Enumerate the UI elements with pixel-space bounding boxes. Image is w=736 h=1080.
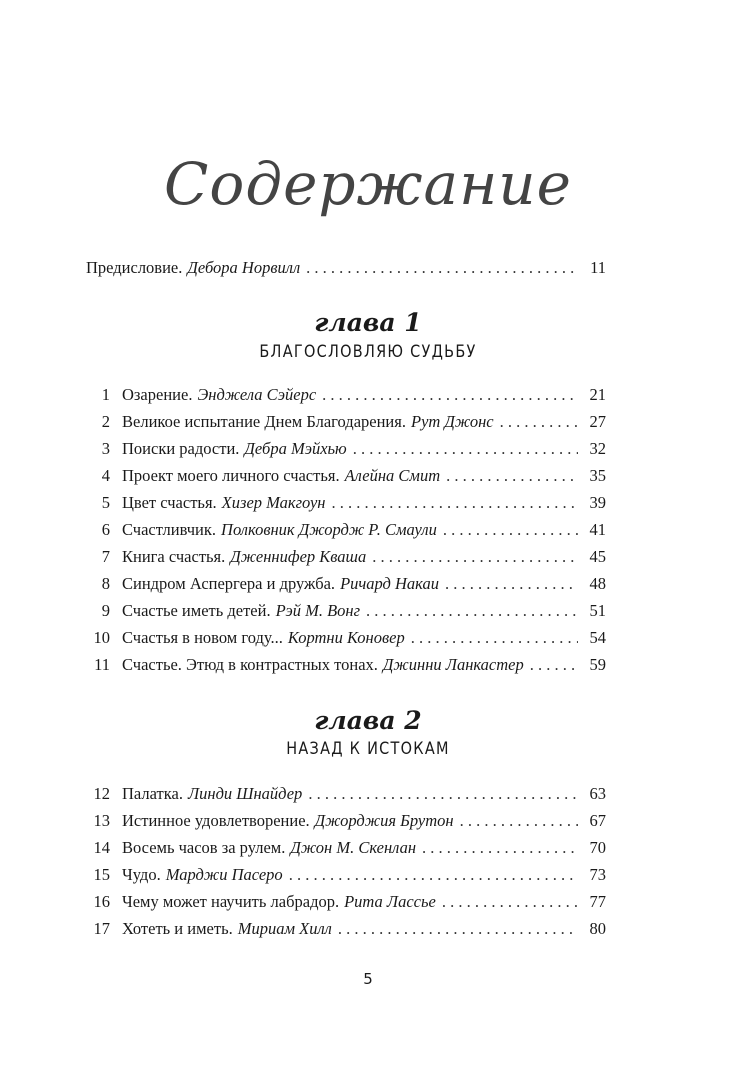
entry-page: 41 <box>589 520 606 539</box>
dot-leader <box>445 574 578 594</box>
entry-number: 12 <box>93 784 110 803</box>
dot-leader <box>322 385 578 405</box>
entry-number: 13 <box>93 811 110 830</box>
toc-entry[interactable] <box>86 574 606 600</box>
entry-page: 45 <box>589 547 606 566</box>
toc-entry[interactable] <box>86 919 606 945</box>
dot-leader <box>366 601 578 621</box>
dot-leader <box>289 865 578 885</box>
entry-author: Ричард Накаи <box>340 574 439 593</box>
dot-leader <box>446 466 578 486</box>
entry-page: 77 <box>589 892 606 911</box>
entry-author: Рита Лассье <box>344 892 436 911</box>
dot-leader <box>331 493 578 513</box>
toc-entry[interactable] <box>86 784 606 810</box>
toc-entry[interactable] <box>86 412 606 438</box>
entry-page: 73 <box>589 865 606 884</box>
entry-number: 4 <box>101 466 110 485</box>
entry-author: Кортни Коновер <box>287 628 405 647</box>
entry-title: Восемь часов за рулем. <box>122 838 286 857</box>
entry-number: 9 <box>101 601 110 620</box>
entry-author: Алейна Смит <box>344 466 441 485</box>
entry-title: Счастливчик. <box>122 520 217 539</box>
entry-author: Дебра Мэйхью <box>244 439 347 458</box>
entry-title: Хотеть и иметь. <box>122 919 233 938</box>
entry-number: 3 <box>101 439 110 458</box>
entry-page: 51 <box>589 601 606 620</box>
entry-page: 59 <box>589 655 606 674</box>
entry-page: 21 <box>589 385 606 404</box>
entry-number: 1 <box>101 385 110 404</box>
entry-author: Марджи Пасеро <box>165 865 283 884</box>
entry-page: 54 <box>589 628 606 647</box>
dot-leader <box>422 838 578 858</box>
entry-page: 63 <box>589 784 606 803</box>
entry-author: Линди Шнайдер <box>187 784 303 803</box>
entry-author: Джинни Ланкастер <box>382 655 524 674</box>
entry-title: Истинное удовлетворение. <box>122 811 310 830</box>
entry-author: Дебора Норвилл <box>187 258 301 277</box>
chapter-2-label: глава 2 <box>314 706 422 735</box>
entry-title: Палатка. <box>122 784 183 803</box>
dot-leader <box>442 892 578 912</box>
toc-entry[interactable] <box>86 628 606 654</box>
toc-entry[interactable] <box>86 547 606 573</box>
entry-number: 11 <box>94 655 110 674</box>
entry-author: Рэй М. Вонг <box>275 601 361 620</box>
entry-page: 35 <box>589 466 606 485</box>
entry-author: Джорджия Брутон <box>314 811 454 830</box>
toc-entry-preface[interactable] <box>86 258 606 284</box>
entry-page: 70 <box>589 838 606 857</box>
entry-title: Синдром Аспергера и дружба. <box>122 574 336 593</box>
entry-page: 39 <box>589 493 606 512</box>
entry-number: 8 <box>101 574 110 593</box>
entry-title: Поиски радости. <box>122 439 240 458</box>
entry-title: Цвет счастья. <box>122 493 217 512</box>
entry-author: Мириам Хилл <box>237 919 332 938</box>
toc-entry[interactable] <box>86 601 606 627</box>
toc-entry[interactable] <box>86 385 606 411</box>
dot-leader <box>306 258 578 278</box>
entry-author: Энджела Сэйерс <box>197 385 317 404</box>
entry-page: 32 <box>589 439 606 458</box>
entry-title: Книга счастья. <box>122 547 226 566</box>
toc-entry[interactable] <box>86 439 606 465</box>
dot-leader <box>308 784 578 804</box>
entry-title: Великое испытание Днем Благодарения. <box>122 412 406 431</box>
toc-entry[interactable] <box>86 466 606 492</box>
toc-entry[interactable] <box>86 493 606 519</box>
toc-entry[interactable] <box>86 655 606 681</box>
entry-number: 17 <box>93 919 110 938</box>
toc-entry[interactable] <box>86 865 606 891</box>
entry-page: 11 <box>590 258 606 277</box>
entry-title: Чему может научить лабрадор. <box>122 892 340 911</box>
entry-number: 16 <box>93 892 110 911</box>
entry-number: 5 <box>101 493 110 512</box>
entry-title: Счастья в новом году... <box>122 628 283 647</box>
dot-leader <box>353 439 578 459</box>
entry-number: 14 <box>93 838 110 857</box>
dot-leader <box>411 628 578 648</box>
dot-leader <box>372 547 578 567</box>
page-number: 5 <box>363 970 373 988</box>
chapter-1-label: глава 1 <box>314 308 422 337</box>
entry-number: 10 <box>93 628 110 647</box>
page-title: Содержание <box>164 150 572 218</box>
dot-leader <box>443 520 578 540</box>
entry-author: Дженнифер Кваша <box>230 547 367 566</box>
dot-leader <box>338 919 578 939</box>
dot-leader <box>460 811 578 831</box>
toc-entry[interactable] <box>86 838 606 864</box>
toc-entry[interactable] <box>86 811 606 837</box>
entry-author: Рут Джонс <box>410 412 494 431</box>
entry-title: Счастье иметь детей. <box>122 601 271 620</box>
toc-entry[interactable] <box>86 520 606 546</box>
dot-leader <box>530 655 578 675</box>
entry-author: Хизер Макгоун <box>221 493 326 512</box>
entry-page: 48 <box>589 574 606 593</box>
toc-entry[interactable] <box>86 892 606 918</box>
entry-title: Чудо. <box>122 865 161 884</box>
entry-page: 80 <box>589 919 606 938</box>
chapter-1-name: БЛАГОСЛОВЛЯЮ СУДЬБУ <box>259 342 477 362</box>
entry-title: Счастье. Этюд в контрастных тонах. <box>122 655 378 674</box>
entry-author: Джон М. Скенлан <box>290 838 417 857</box>
entry-title: Проект моего личного счастья. <box>122 466 340 485</box>
entry-title: Предисловие. <box>86 258 183 277</box>
dot-leader <box>500 412 578 432</box>
entry-page: 27 <box>589 412 606 431</box>
chapter-2-name: НАЗАД К ИСТОКАМ <box>286 739 450 759</box>
entry-number: 6 <box>101 520 110 539</box>
entry-author: Полковник Джордж Р. Смаули <box>221 520 437 539</box>
entry-number: 2 <box>101 412 110 431</box>
entry-page: 67 <box>589 811 606 830</box>
entry-number: 15 <box>93 865 110 884</box>
entry-title: Озарение. <box>122 385 193 404</box>
entry-number: 7 <box>101 547 110 566</box>
